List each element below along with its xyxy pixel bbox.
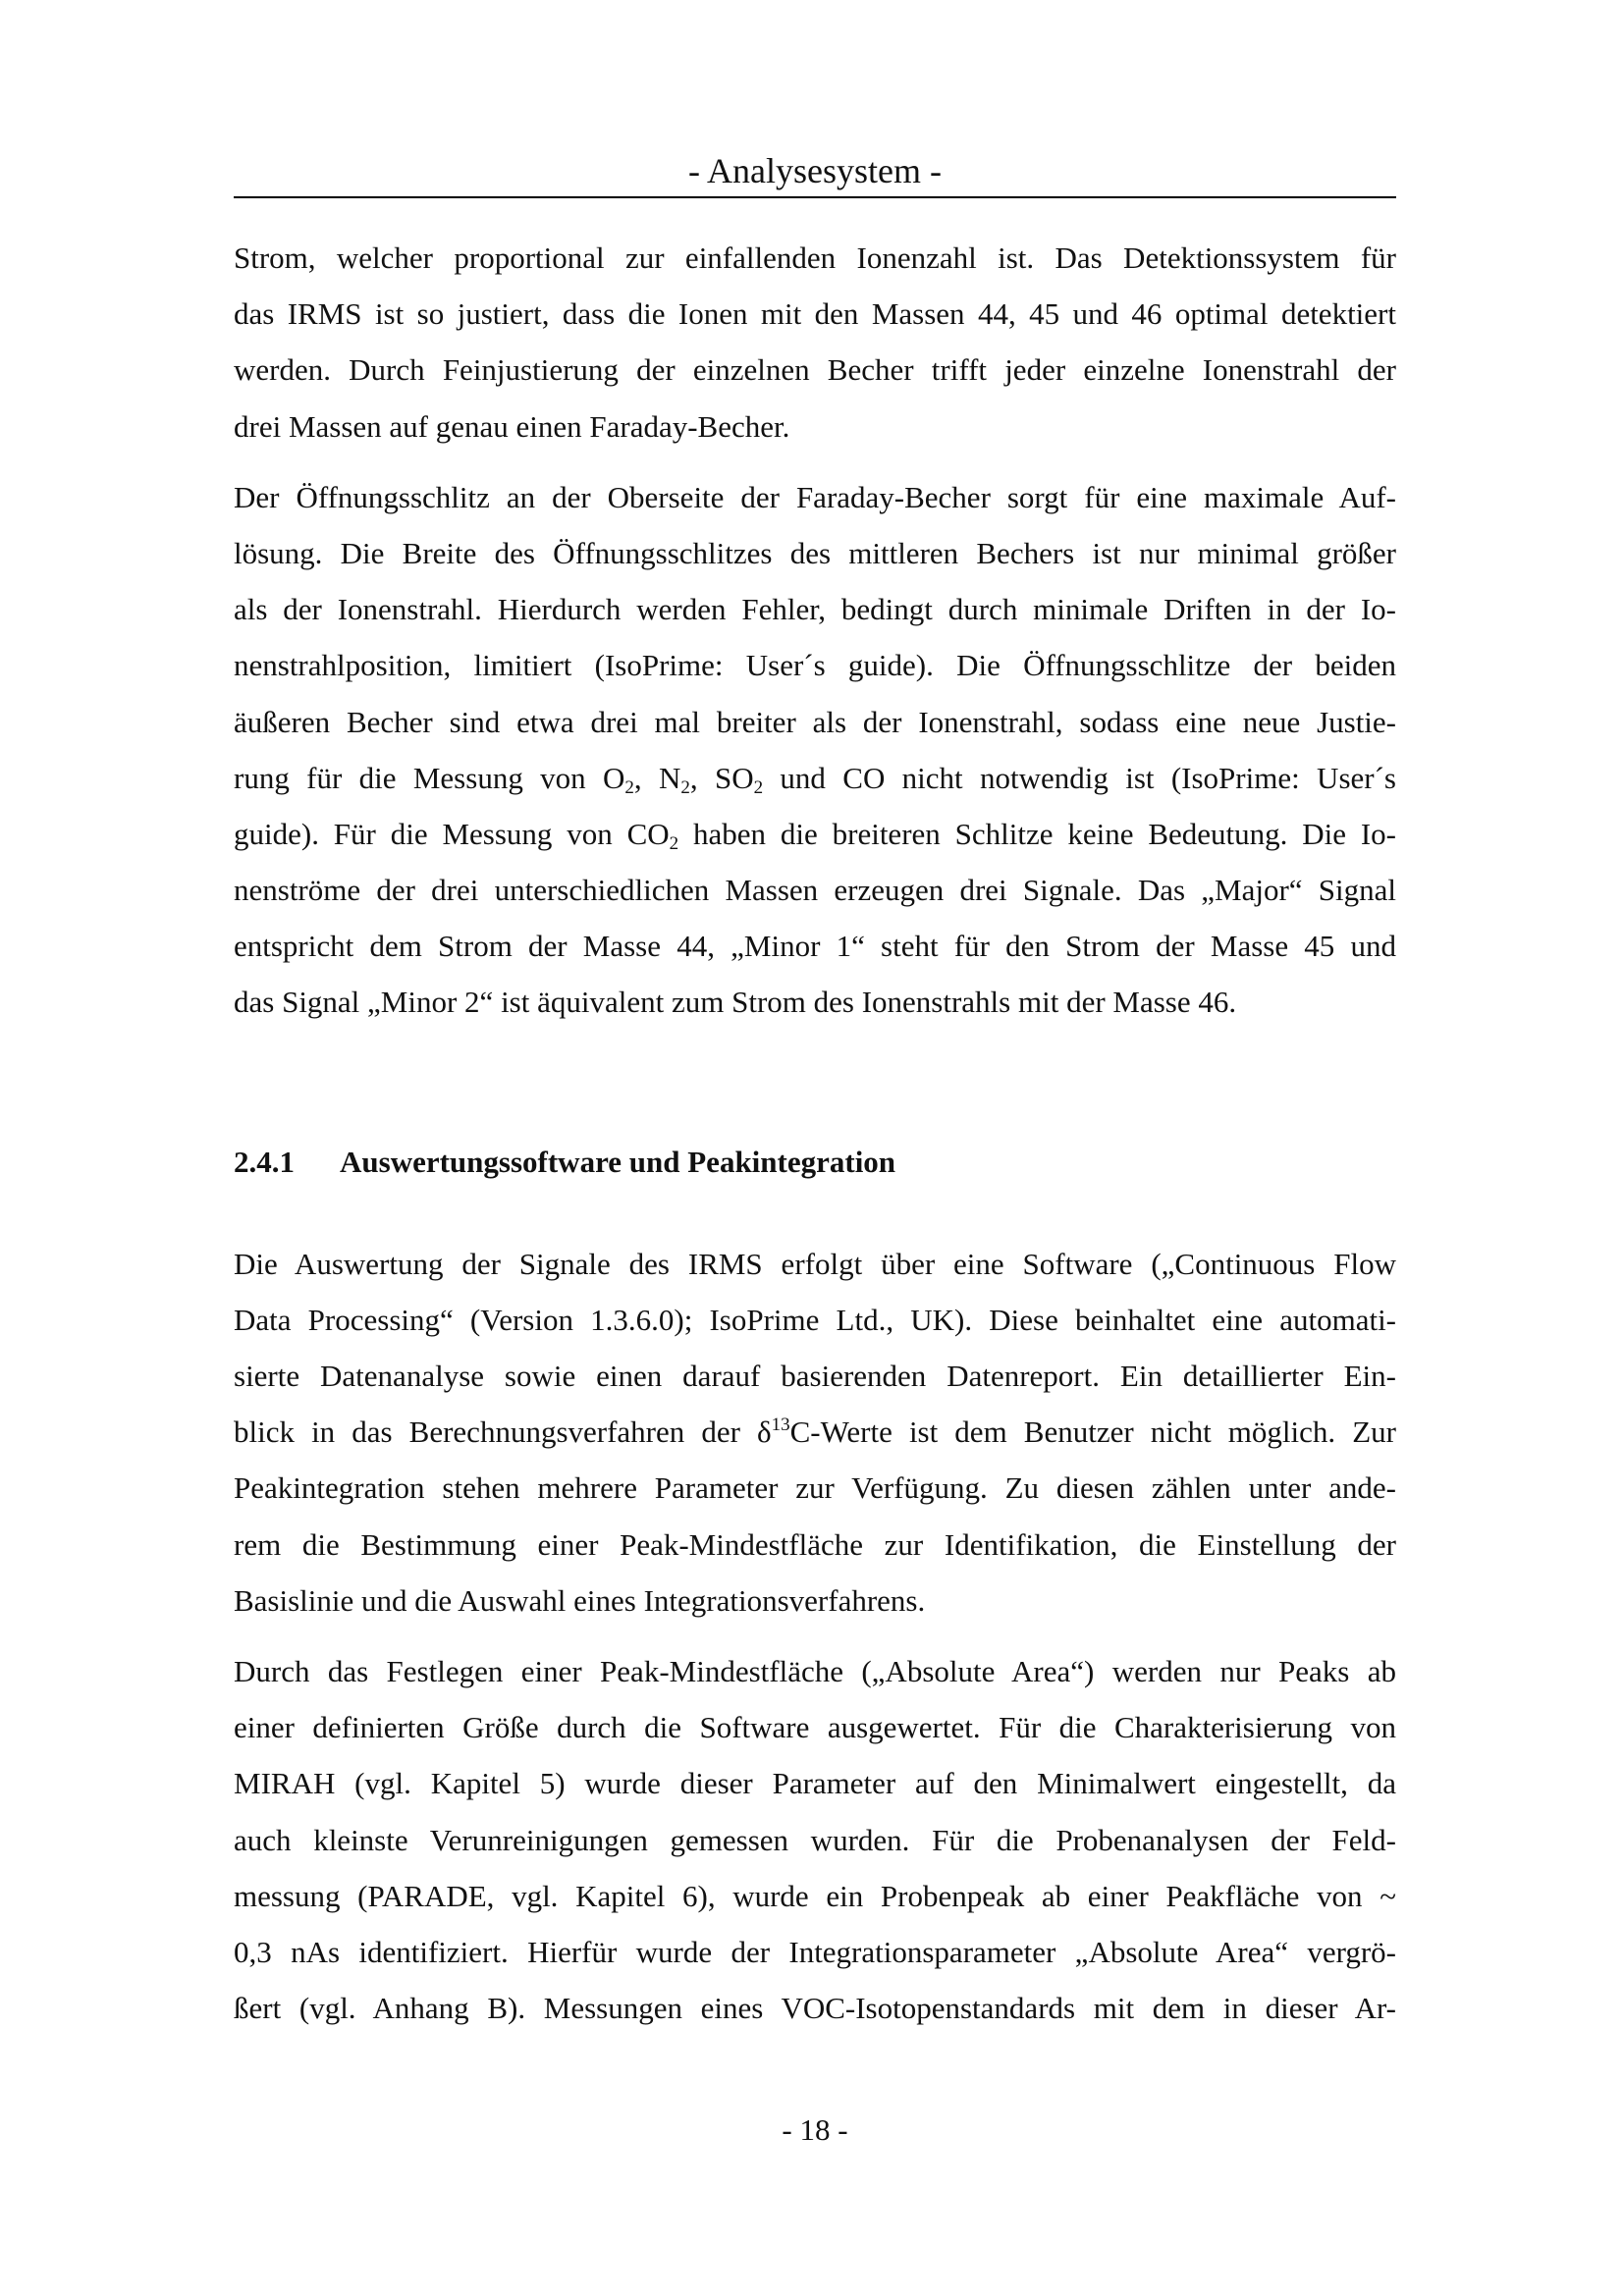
text-line: messung (PARADE, vgl. Kapitel 6), wurde ein Probenpeak ab einer Peakfläche von ~ <box>234 1878 1396 1913</box>
paragraph-absolute-area <box>234 1643 1396 2036</box>
text-line-with-superscript <box>234 1404 1396 1460</box>
text-line: Der Öffnungsschlitz an der Oberseite der Faraday-Becher sorgt für eine maximale Auf- <box>234 479 1396 514</box>
text-line: rem die Bestimmung einer Peak-Mindestfläche zur Identifikation, die Einstellung der <box>234 1526 1396 1562</box>
subscript: 2 <box>680 776 690 798</box>
text-line: Strom, welcher proportional zur einfallenden Ionenzahl ist. Das Detektionssystem für <box>234 240 1396 275</box>
text-line: Peakintegration stehen mehrere Parameter zur Verfügung. Zu diesen zählen unter ande- <box>234 1470 1396 1506</box>
text-line: Data Processing“ (Version 1.3.6.0); IsoPrime Ltd., UK). Diese beinhaltet eine automati- <box>234 1302 1396 1337</box>
section-number: 2.4.1 <box>234 1144 295 1179</box>
subscript: 2 <box>753 776 764 798</box>
text-line: werden. Durch Feinjustierung der einzelnen Becher trifft jeder einzelne Ionenstrahl der <box>234 352 1396 388</box>
section-title: Auswertungssoftware und Peakintegration <box>340 1144 896 1179</box>
text-run: guide). Für die Messung von CO <box>234 816 670 851</box>
text-line: auch kleinste Verunreinigungen gemessen wurden. Für die Probenanalysen der Feld- <box>234 1822 1396 1857</box>
text-line: Die Auswertung der Signale des IRMS erfolgt über eine Software („Continuous Flow <box>234 1246 1396 1281</box>
paragraph-faraday-slit <box>234 469 1396 1031</box>
page-number-footer <box>234 2110 1396 2150</box>
text-run: , SO <box>689 760 754 795</box>
text-line: entspricht dem Strom der Masse 44, „Minor 1“ steht für den Strom der Masse 45 und <box>234 929 1396 964</box>
section-heading <box>234 1134 1396 1190</box>
subscript: 2 <box>669 832 679 854</box>
text-line: ßert (vgl. Anhang B). Messungen eines VOC-Isotopenstandards mit dem in dieser Ar- <box>234 1991 1396 2026</box>
text-run: , N <box>633 760 681 795</box>
text-line-with-subscripts <box>234 806 1396 862</box>
paragraph-detection-system <box>234 230 1396 454</box>
text-run: blick in das Berechnungsverfahren der δ <box>234 1415 772 1450</box>
subscript: 2 <box>624 776 634 798</box>
text-run: und CO nicht notwendig ist (IsoPrime: User´s <box>763 760 1396 795</box>
text-line: einer definierten Größe durch die Software ausgewertet. Für die Charakterisierung von <box>234 1710 1396 1745</box>
header-title: - Analysesystem - <box>688 151 942 190</box>
text-run: rung für die Messung von O <box>234 760 625 795</box>
running-header <box>234 149 1396 198</box>
paragraph-evaluation-software <box>234 1236 1396 1629</box>
text-line: das IRMS ist so justiert, dass die Ionen mit den Massen 44, 45 und 46 optimal detektiert <box>234 296 1396 332</box>
page-content <box>234 230 1396 2036</box>
superscript: 13 <box>771 1415 790 1436</box>
text-line: Basislinie und die Auswahl eines Integrationsverfahrens. <box>234 1582 926 1618</box>
text-line: nenstrahlposition, limitiert (IsoPrime: User´s guide). Die Öffnungsschlitze der beiden <box>234 648 1396 683</box>
text-line: lösung. Die Breite des Öffnungsschlitzes des mittleren Bechers ist nur minimal größer <box>234 535 1396 570</box>
text-line-with-subscripts <box>234 750 1396 806</box>
text-line: als der Ionenstrahl. Hierdurch werden Fehler, bedingt durch minimale Driften in der Io- <box>234 592 1396 627</box>
text-line: MIRAH (vgl. Kapitel 5) wurde dieser Parameter auf den Minimalwert eingestellt, da <box>234 1766 1396 1801</box>
text-line: drei Massen auf genau einen Faraday-Becher. <box>234 408 790 444</box>
text-line: sierte Datenanalyse sowie einen darauf basierenden Datenreport. Ein detaillierter Ein- <box>234 1359 1396 1393</box>
page-number: - 18 - <box>782 2112 848 2147</box>
text-line: äußeren Becher sind etwa drei mal breiter als der Ionenstrahl, sodass eine neue Justie- <box>234 704 1396 739</box>
text-run: C-Werte ist dem Benutzer nicht möglich. Zur <box>789 1415 1396 1450</box>
text-line: 0,3 nAs identifiziert. Hierfür wurde der Integrationsparameter „Absolute Area“ vergrö- <box>234 1934 1396 1969</box>
text-run: haben die breiteren Schlitze keine Bedeutung. Die Io- <box>678 816 1396 851</box>
text-line: das Signal „Minor 2“ ist äquivalent zum Strom des Ionenstrahls mit der Masse 46. <box>234 985 1237 1020</box>
text-line: Durch das Festlegen einer Peak-Mindestfläche („Absolute Area“) werden nur Peaks ab <box>234 1653 1396 1688</box>
text-line: nenströme der drei unterschiedlichen Massen erzeugen drei Signale. Das „Major“ Signal <box>234 873 1396 908</box>
